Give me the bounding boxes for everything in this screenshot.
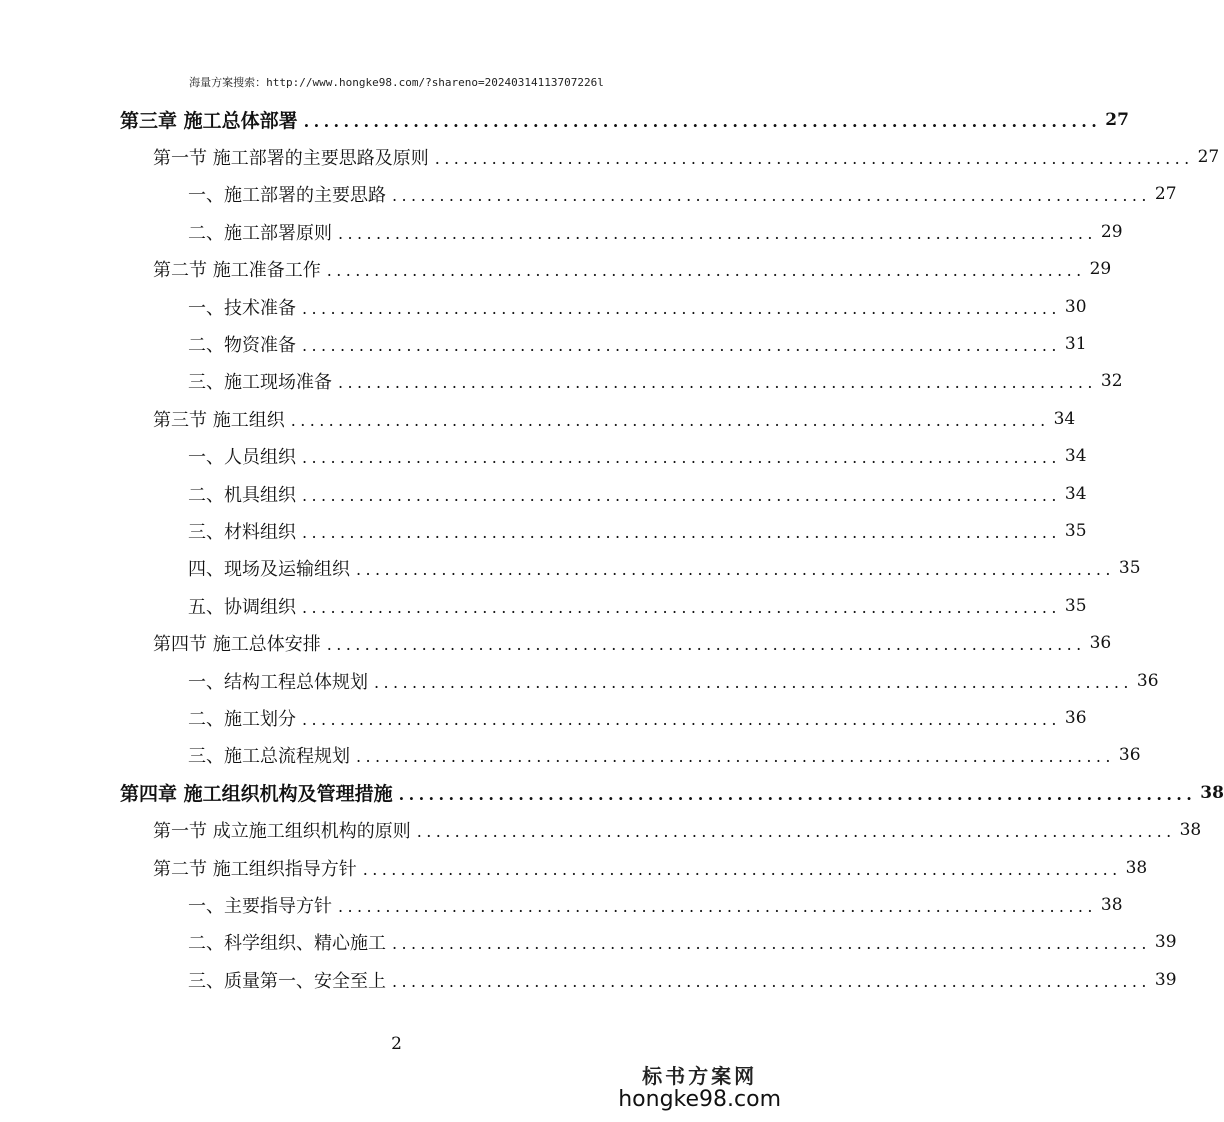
toc-dot-leader: ................................................................................ [326, 635, 1086, 655]
toc-entry-page: 35 [1118, 558, 1141, 579]
toc-entry-page: 32 [1100, 371, 1123, 392]
search-header-text: 海量方案搜索：http://www.hongke98.com/?shareno=20240314113707226l [189, 76, 604, 89]
toc-section-entry[interactable] [0, 400, 1076, 437]
toc-entry-page: 36 [1136, 670, 1159, 691]
toc-item-entry[interactable] [0, 886, 1123, 923]
toc-item-entry[interactable] [0, 213, 1123, 250]
toc-entry-page: 34 [1064, 446, 1087, 467]
toc-dot-leader: ................................................................................ [398, 784, 1197, 804]
toc-dot-leader: ................................................................................ [392, 971, 1151, 991]
toc-entry-page: 39 [1154, 969, 1177, 990]
toc-item-entry[interactable] [0, 699, 1087, 736]
toc-entry-page: 39 [1154, 932, 1177, 953]
toc-entry-label: 二、科学组织、精心施工 [188, 933, 386, 955]
toc-entry-label: 一、技术准备 [188, 297, 296, 319]
toc-entry-label: 二、物资准备 [188, 334, 296, 356]
toc-entry-page: 31 [1064, 333, 1087, 354]
toc-entry-page: 36 [1064, 707, 1087, 728]
toc-section-entry[interactable] [0, 138, 1220, 175]
toc-entry-page: 38 [1179, 820, 1202, 841]
toc-entry-page: 38 [1125, 857, 1148, 878]
toc-entry-label: 第二节 施工准备工作 [153, 260, 321, 282]
toc-item-entry[interactable] [0, 438, 1087, 475]
toc-entry-page: 36 [1118, 745, 1141, 766]
toc-entry-label: 三、施工总流程规划 [188, 746, 350, 768]
toc-item-entry[interactable] [0, 550, 1141, 587]
toc-entry-page: 30 [1064, 296, 1087, 317]
toc-dot-leader: ................................................................................ [290, 410, 1050, 430]
toc-entry-label: 四、现场及运输组织 [188, 559, 350, 581]
toc-entry-label: 一、施工部署的主要思路 [188, 185, 386, 207]
site-watermark-logo [618, 1060, 781, 1112]
toc-section-entry[interactable] [0, 251, 1112, 288]
toc-entry-page: 27 [1197, 146, 1220, 167]
toc-entry-label: 二、施工部署原则 [188, 222, 332, 244]
toc-entry-label: 一、结构工程总体规划 [188, 671, 368, 693]
toc-entry-label: 五、协调组织 [188, 596, 296, 618]
toc-dot-leader: ................................................................................ [392, 934, 1151, 954]
toc-item-entry[interactable] [0, 662, 1159, 699]
toc-dot-leader: ................................................................................ [302, 597, 1061, 617]
toc-item-entry[interactable] [0, 924, 1177, 961]
toc-item-entry[interactable] [0, 288, 1087, 325]
toc-chapter-entry[interactable] [0, 101, 1129, 138]
toc-dot-leader: ................................................................................ [302, 522, 1061, 542]
toc-dot-leader: ................................................................................ [302, 335, 1061, 355]
toc-entry-label: 三、施工现场准备 [188, 372, 332, 394]
toc-entry-page: 35 [1064, 520, 1087, 541]
toc-item-entry[interactable] [0, 737, 1141, 774]
toc-item-entry[interactable] [0, 961, 1177, 998]
toc-entry-page: 35 [1064, 595, 1087, 616]
toc-entry-page: 29 [1089, 259, 1112, 280]
toc-dot-leader: ................................................................................ [302, 298, 1061, 318]
toc-dot-leader: ................................................................................ [302, 485, 1061, 505]
toc-dot-leader: ................................................................................ [303, 111, 1102, 131]
toc-dot-leader: ................................................................................ [362, 859, 1122, 879]
toc-dot-leader: ................................................................................ [302, 448, 1061, 468]
toc-dot-leader: ................................................................................ [416, 822, 1176, 842]
toc-dot-leader: ................................................................................ [338, 223, 1097, 243]
toc-dot-leader: ................................................................................ [326, 261, 1086, 281]
watermark-title: 标书方案网 [642, 1064, 758, 1088]
toc-dot-leader: ................................................................................ [302, 709, 1061, 729]
toc-item-entry[interactable] [0, 363, 1123, 400]
toc-entry-page: 34 [1064, 483, 1087, 504]
toc-entry-page: 34 [1053, 408, 1076, 429]
toc-item-entry[interactable] [0, 512, 1087, 549]
toc-entry-page: 27 [1105, 109, 1129, 130]
toc-entry-label: 第三章 施工总体部署 [120, 110, 298, 132]
toc-entry-label: 一、主要指导方针 [188, 895, 332, 917]
toc-entry-label: 三、质量第一、安全至上 [188, 970, 386, 992]
toc-entry-label: 二、施工划分 [188, 708, 296, 730]
toc-entry-page: 29 [1100, 221, 1123, 242]
toc-item-entry[interactable] [0, 587, 1087, 624]
toc-chapter-entry[interactable] [0, 774, 1224, 811]
toc-dot-leader: ................................................................................ [434, 148, 1194, 168]
toc-dot-leader: ................................................................................ [338, 373, 1097, 393]
toc-entry-label: 第四节 施工总体安排 [153, 634, 321, 656]
toc-entry-page: 38 [1100, 894, 1123, 915]
toc-dot-leader: ................................................................................ [374, 672, 1133, 692]
toc-section-entry[interactable] [0, 812, 1202, 849]
toc-entry-page: 36 [1089, 633, 1112, 654]
toc-dot-leader: ................................................................................ [356, 747, 1115, 767]
toc-entry-label: 第四章 施工组织机构及管理措施 [120, 783, 393, 806]
toc-entry-label: 第一节 施工部署的主要思路及原则 [153, 147, 429, 169]
toc-dot-leader: ................................................................................ [392, 186, 1151, 206]
toc-section-entry[interactable] [0, 625, 1112, 662]
toc-item-entry[interactable] [0, 325, 1087, 362]
watermark-url: hongke98.com [618, 1087, 781, 1112]
toc-section-entry[interactable] [0, 849, 1148, 886]
toc-item-entry[interactable] [0, 176, 1177, 213]
toc-entry-label: 二、机具组织 [188, 484, 296, 506]
toc-entry-page: 38 [1200, 782, 1224, 803]
toc-entry-label: 第一节 成立施工组织机构的原则 [153, 821, 411, 843]
toc-dot-leader: ................................................................................ [338, 896, 1097, 916]
toc-entry-label: 第三节 施工组织 [153, 409, 285, 431]
toc-item-entry[interactable] [0, 475, 1087, 512]
toc-entry-label: 第二节 施工组织指导方针 [153, 858, 357, 880]
toc-entry-page: 27 [1154, 184, 1177, 205]
toc-entry-label: 一、人员组织 [188, 447, 296, 469]
page-number: 2 [391, 1034, 402, 1054]
toc-entry-label: 三、材料组织 [188, 521, 296, 543]
toc-dot-leader: ................................................................................ [356, 560, 1115, 580]
